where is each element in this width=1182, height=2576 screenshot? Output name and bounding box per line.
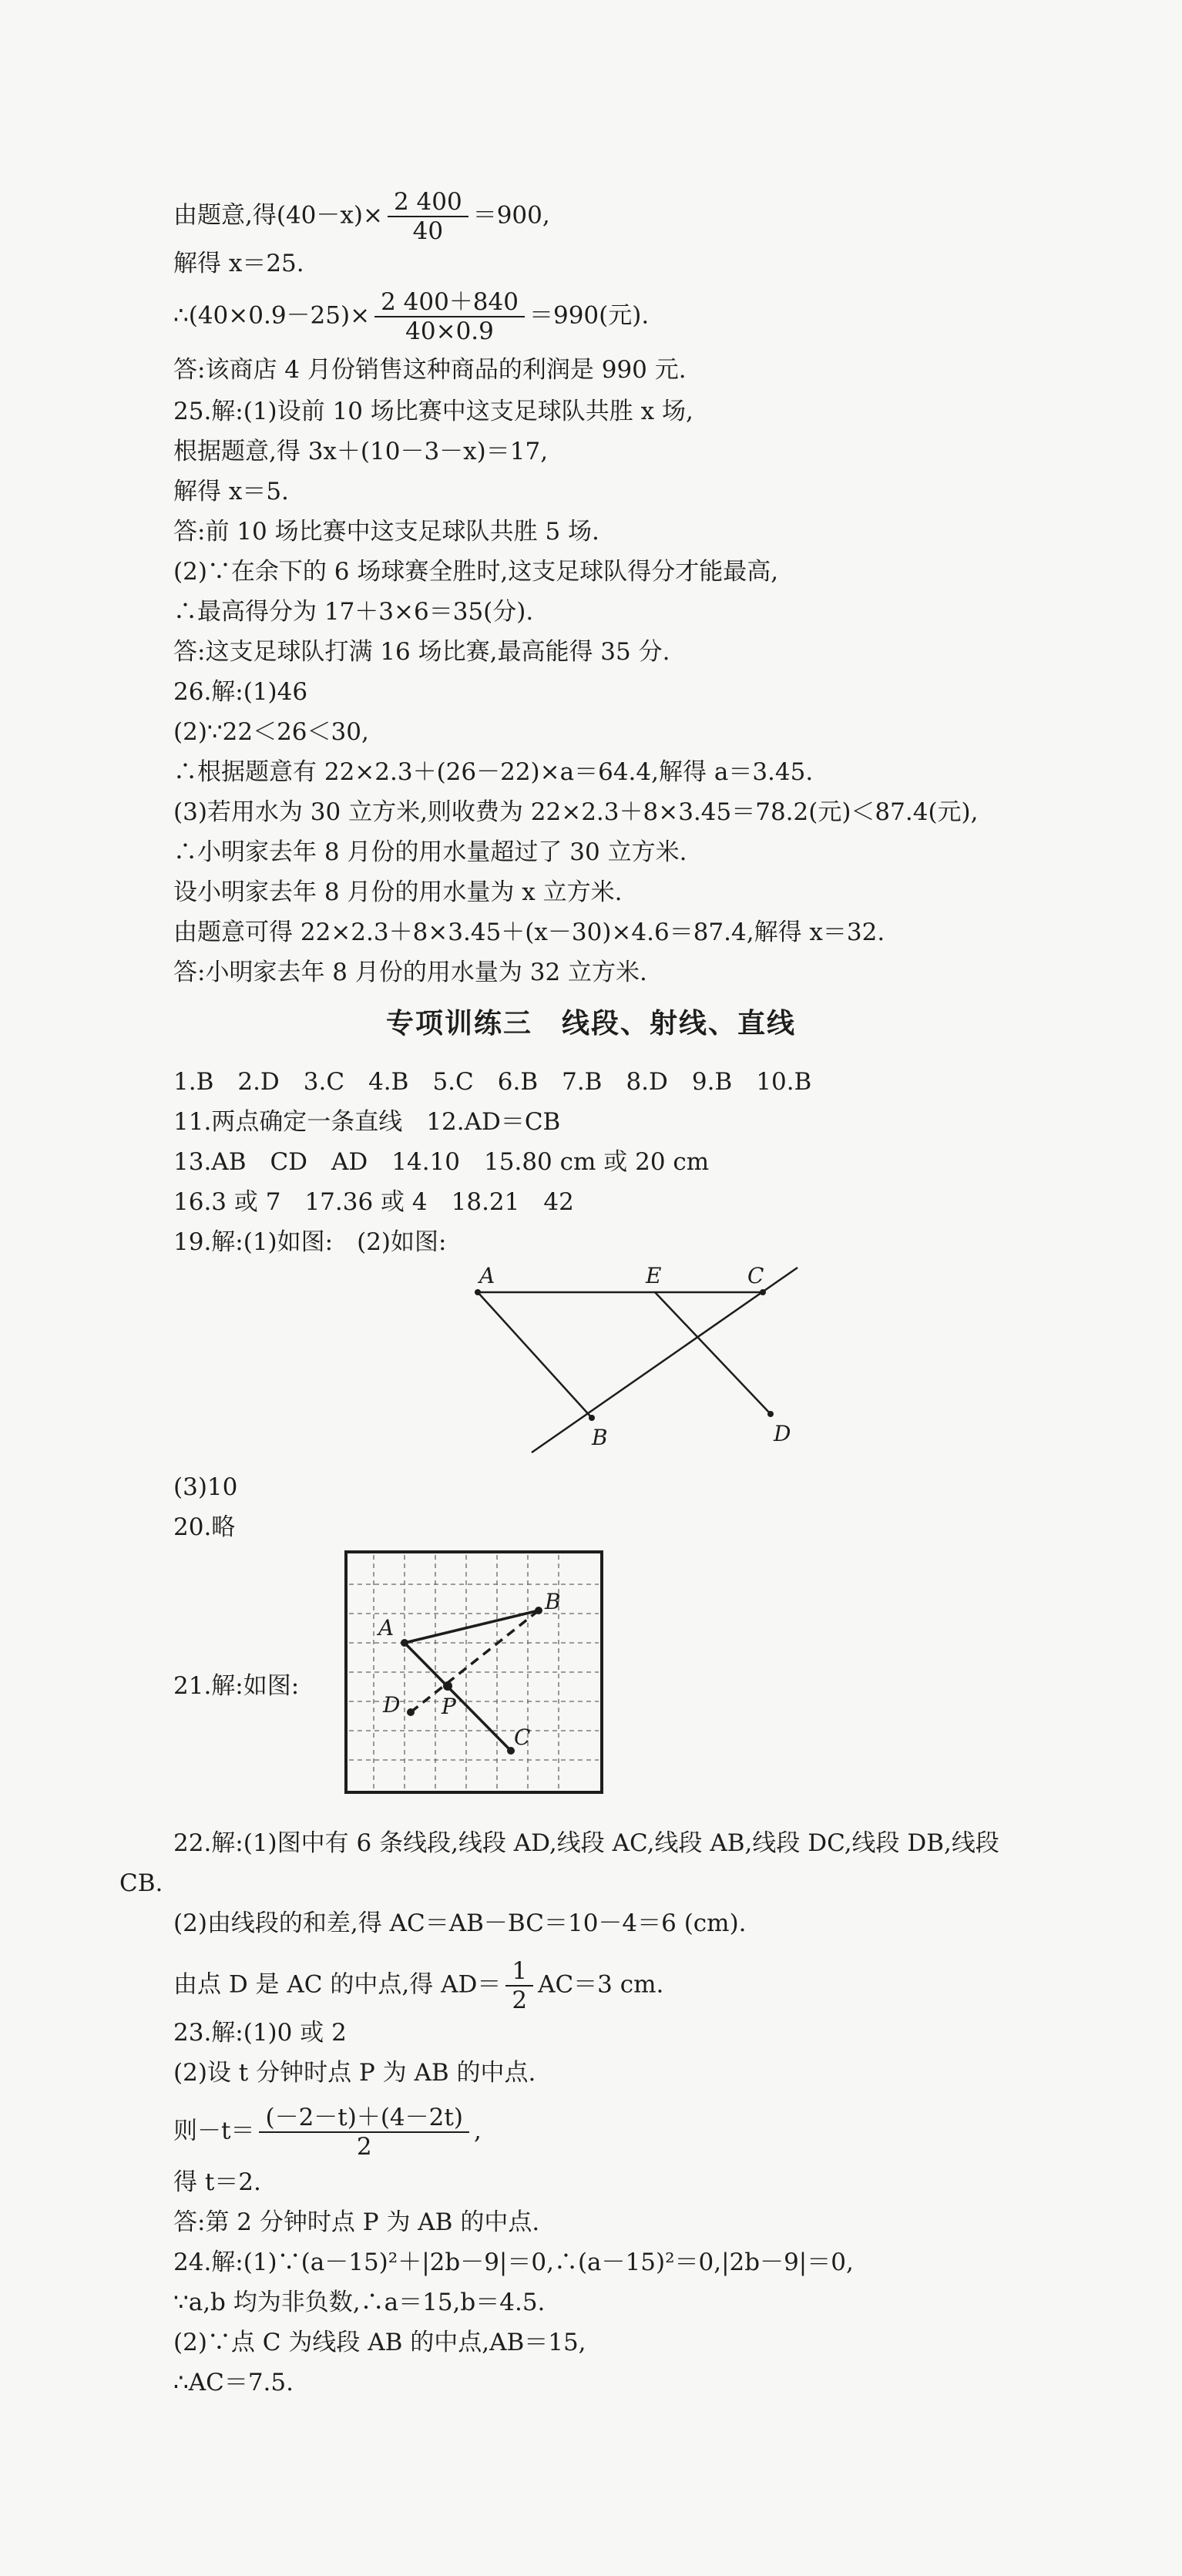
line-BC: [532, 1268, 798, 1453]
point-D: [767, 1411, 774, 1417]
text-line: (3)10: [173, 1473, 238, 1501]
segment-AC: [405, 1643, 511, 1751]
label-A: A: [378, 1615, 395, 1641]
label-B: B: [545, 1589, 561, 1614]
section-title: 专项训练三 线段、射线、直线: [385, 1008, 796, 1039]
figure-grid-diagram: [343, 1549, 605, 1795]
eq-line: 由点 D 是 AC 的中点,得 AD＝ $\frac{1}{2}$ AC＝3 cm.: [173, 1957, 664, 2014]
segment-AB: [405, 1610, 539, 1643]
label-E: E: [646, 1264, 662, 1288]
text-line: 答:该商店 4 月份销售这种商品的利润是 990 元.: [173, 356, 687, 384]
answer-row: 11.两点确定一条直线 12.AD＝CB: [173, 1108, 561, 1136]
point-P: [443, 1681, 452, 1691]
text-line: 26.解:(1)46: [173, 678, 308, 706]
point-A: [401, 1639, 408, 1647]
answer-row: 13.AB CD AD 14.10 15.80 cm 或 20 cm: [173, 1148, 710, 1176]
eq-line-1: 由题意,得(40－x)× $\frac{2 400}{40}$ ＝900,: [173, 188, 550, 245]
eq-line: 则－t＝ $\frac{(-2-t)+(4-2t)}{2}$ ,: [173, 2104, 482, 2161]
point-A: [475, 1289, 481, 1295]
text-line: 20.略: [173, 1513, 236, 1541]
text-line: (2)∵22＜26＜30,: [173, 718, 369, 746]
label-D: D: [774, 1421, 791, 1446]
label-D: D: [383, 1692, 401, 1718]
text-line: 21.解:如图:: [173, 1672, 300, 1700]
label-P: P: [442, 1694, 456, 1719]
fraction: $\frac{2 400}{40}$: [388, 188, 468, 245]
text-line: ∵a,b 均为非负数,∴a＝15,b＝4.5.: [173, 2289, 546, 2316]
text-line: 22.解:(1)图中有 6 条线段,线段 AD,线段 AC,线段 AB,线段 DC,线段 DB,线段: [173, 1829, 999, 1857]
text-line: 答:前 10 场比赛中这支足球队共胜 5 场.: [173, 518, 599, 546]
text-line: ∴小明家去年 8 月份的用水量超过了 30 立方米.: [173, 838, 687, 866]
text-line: ∴AC＝7.5.: [173, 2369, 294, 2396]
text-line: 解得 x＝25.: [173, 250, 304, 277]
ray-AB: [478, 1292, 592, 1418]
point-B: [535, 1607, 542, 1614]
label-B: B: [592, 1425, 608, 1450]
text-line: 得 t＝2.: [173, 2168, 261, 2196]
point-D: [407, 1708, 415, 1716]
label-A: A: [479, 1264, 495, 1288]
fraction: $\frac{(-2-t)+(4-2t)}{2}$: [259, 2104, 468, 2161]
grid-lines: [349, 1555, 599, 1789]
text-line: CB.: [119, 1869, 163, 1897]
segment-ED: [655, 1292, 771, 1414]
answer-row: 16.3 或 7 17.36 或 4 18.21 42: [173, 1188, 574, 1216]
text-line: 设小明家去年 8 月份的用水量为 x 立方米.: [173, 878, 623, 906]
text-line: 答:这支足球队打满 16 场比赛,最高能得 35 分.: [173, 638, 670, 666]
text-line: (2)∵在余下的 6 场球赛全胜时,这支足球队得分才能最高,: [173, 558, 779, 586]
fraction: $\frac{2 400+840}{40\times 0.9}$: [374, 288, 525, 345]
text-line: 根据题意,得 3x＋(10－3－x)＝17,: [173, 438, 549, 465]
text-line: 23.解:(1)0 或 2: [173, 2019, 347, 2047]
text-line: 由题意可得 22×2.3＋8×3.45＋(x－30)×4.6＝87.4,解得 x＝32.: [173, 919, 885, 946]
fraction: $\frac{1}{2}$: [505, 1957, 533, 2014]
point-B: [589, 1415, 595, 1421]
figure-lines-diagram: [431, 1264, 817, 1464]
text-line: ∴最高得分为 17＋3×6＝35(分).: [173, 598, 534, 626]
text-line: 24.解:(1)∵(a－15)²＋|2b－9|＝0,∴(a－15)²＝0,|2b－9|＝0,: [173, 2249, 854, 2276]
text-line: (3)若用水为 30 立方米,则收费为 22×2.3＋8×3.45＝78.2(元)＜87.4(元),: [173, 798, 979, 826]
text-line: 答:第 2 分钟时点 P 为 AB 的中点.: [173, 2208, 540, 2236]
text-line: (2)∵点 C 为线段 AB 的中点,AB＝15,: [173, 2329, 586, 2356]
point-C: [760, 1289, 766, 1295]
text-line: (2)由线段的和差,得 AC＝AB－BC＝10－4＝6 (cm).: [173, 1909, 747, 1937]
answer-row: 19.解:(1)如图: (2)如图:: [173, 1228, 447, 1256]
text-line: (2)设 t 分钟时点 P 为 AB 的中点.: [173, 2059, 536, 2087]
eq-line-3: ∴(40×0.9－25)× $\frac{2 400+840}{40\times 0.9}$ ＝990(元).: [173, 288, 650, 345]
text-line: 25.解:(1)设前 10 场比赛中这支足球队共胜 x 场,: [173, 398, 693, 425]
text-line: ∴根据题意有 22×2.3＋(26－22)×a＝64.4,解得 a＝3.45.: [173, 758, 814, 786]
label-C: C: [747, 1264, 764, 1288]
label-C: C: [514, 1725, 531, 1750]
answer-row: 1.B 2.D 3.C 4.B 5.C 6.B 7.B 8.D 9.B 10.B: [173, 1068, 812, 1096]
text-line: 答:小明家去年 8 月份的用水量为 32 立方米.: [173, 959, 647, 986]
text-line: 解得 x＝5.: [173, 478, 289, 505]
